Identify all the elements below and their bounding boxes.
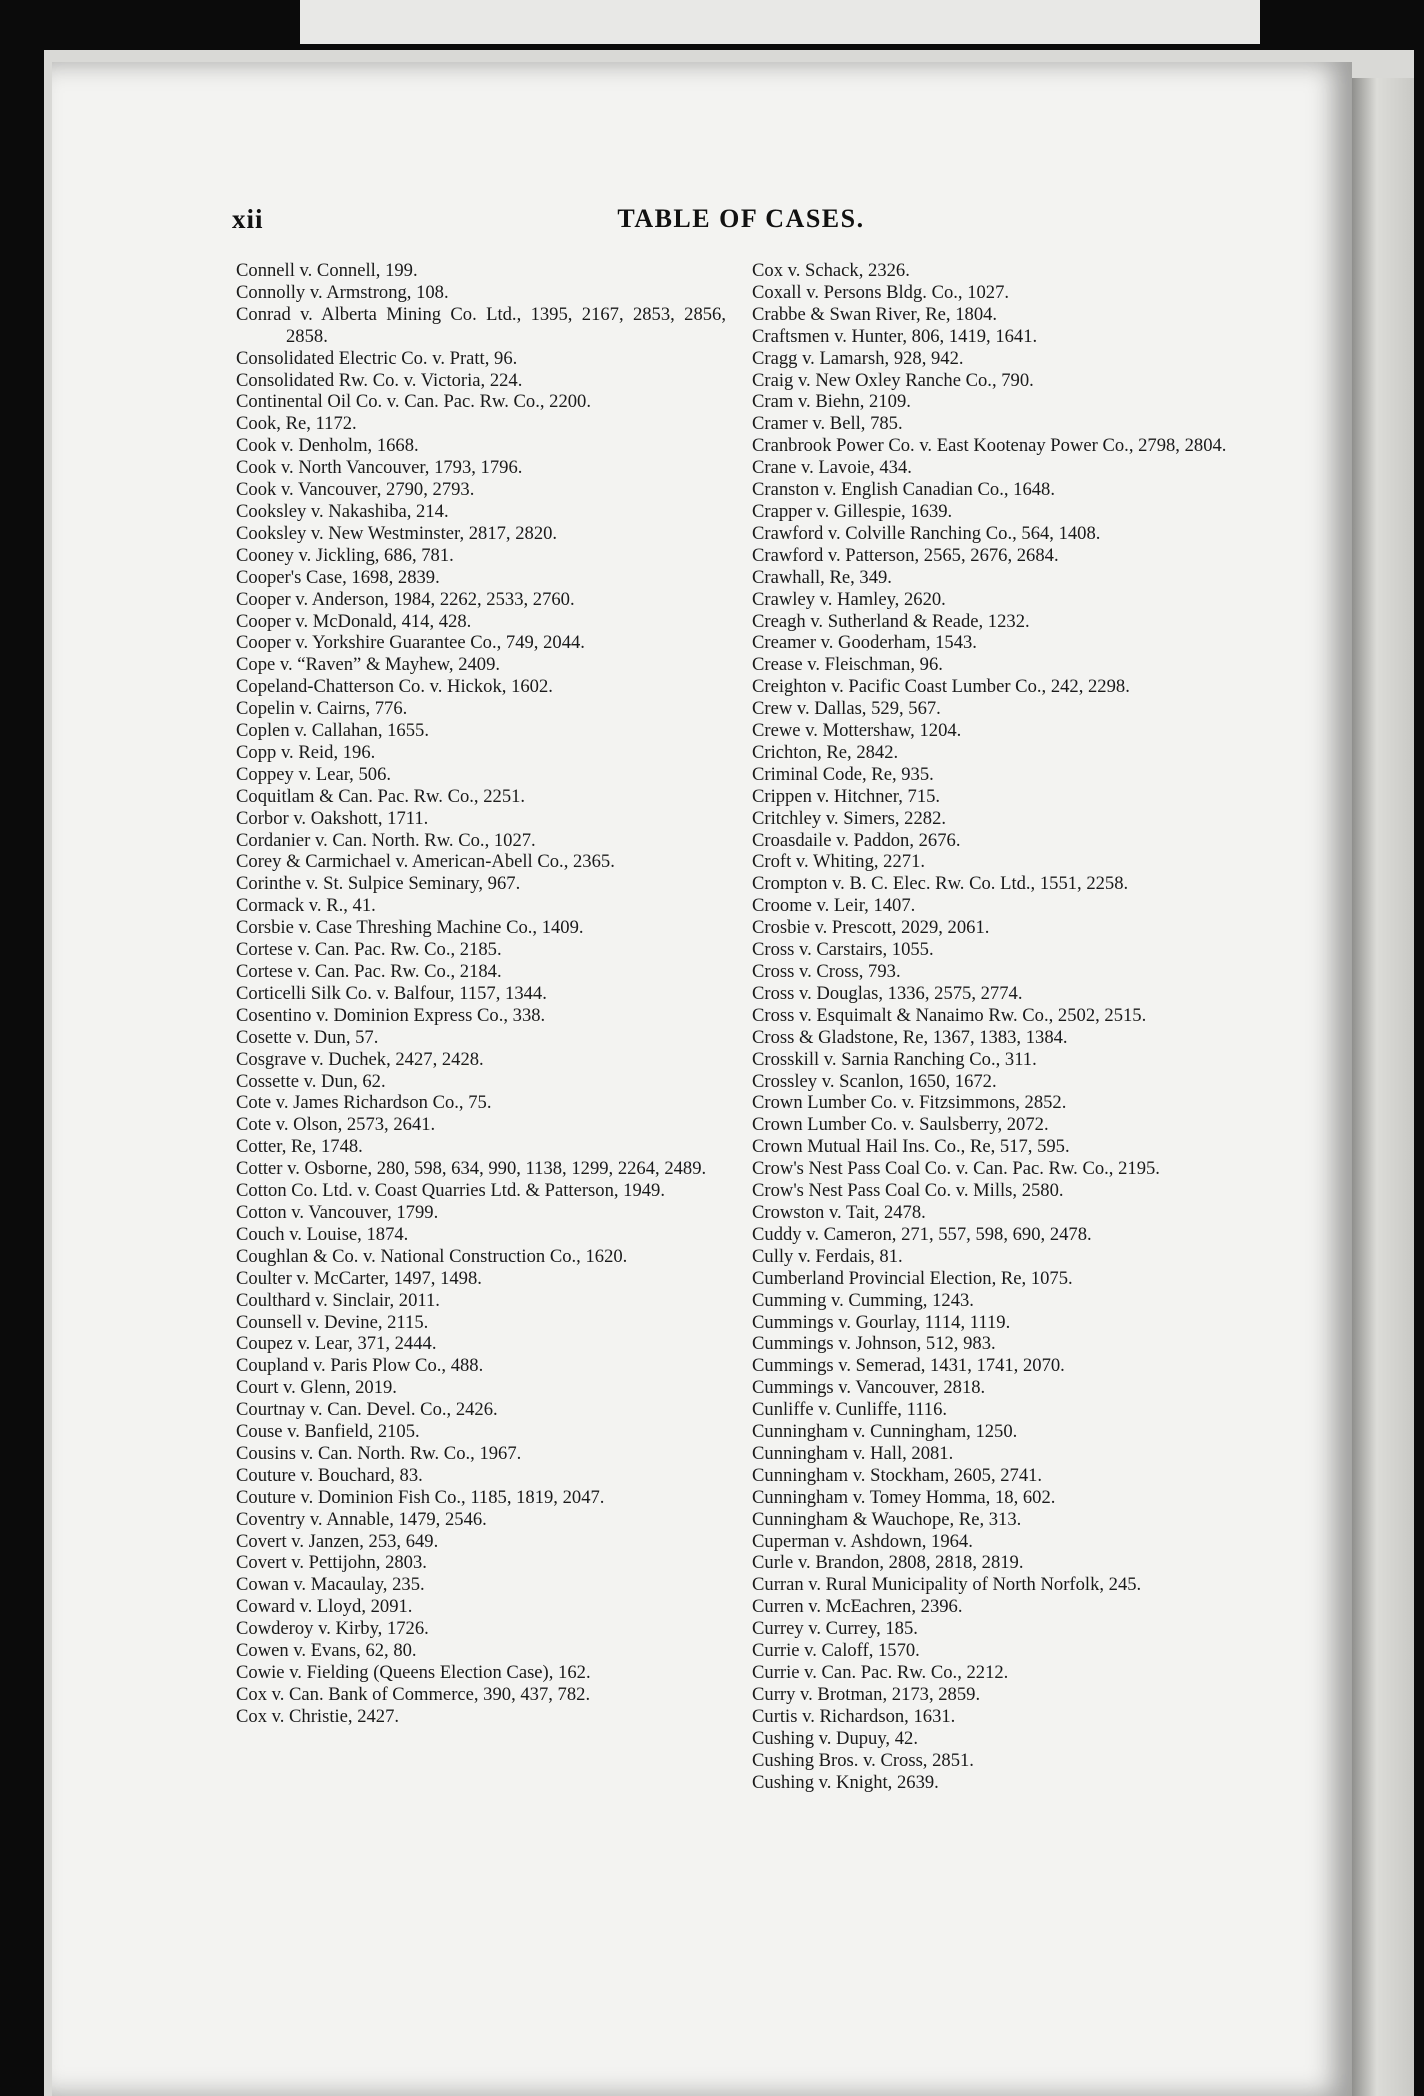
case-entry: Coventry v. Annable, 1479, 2546. [236,1508,487,1530]
case-entry: Currey v. Currey, 185. [752,1618,918,1640]
case-entry: Crane v. Lavoie, 434. [752,457,912,479]
case-entry: Connolly v. Armstrong, 108. [236,281,449,303]
case-entry: Corticelli Silk Co. v. Balfour, 1157, 1344. [236,982,547,1004]
case-entry: Consolidated Rw. Co. v. Victoria, 224. [236,369,523,391]
case-entry: Cummings v. Semerad, 1431, 1741, 2070. [752,1355,1065,1377]
case-entry: Cunningham & Wauchope, Re, 313. [752,1508,1022,1530]
case-entry: Coward v. Lloyd, 2091. [236,1596,413,1618]
case-entry: Cross v. Esquimalt & Nanaimo Rw. Co., 2502, 2515. [752,1004,1147,1026]
case-entry: Croft v. Whiting, 2271. [752,851,926,873]
case-entry: Craftsmen v. Hunter, 806, 1419, 1641. [752,325,1038,347]
case-entry: Cossette v. Dun, 62. [236,1070,386,1092]
case-entry: Continental Oil Co. v. Can. Pac. Rw. Co., 2200. [236,391,591,413]
case-entry: Cushing v. Dupuy, 42. [752,1727,918,1749]
case-entry: Cosette v. Dun, 57. [236,1026,379,1048]
case-entry: Consolidated Electric Co. v. Pratt, 96. [236,347,518,369]
case-entry: Cooper v. Yorkshire Guarantee Co., 749, 2044. [236,632,585,654]
case-entry: Crease v. Fleischman, 96. [752,654,943,676]
case-entry: Crewe v. Mottershaw, 1204. [752,720,962,742]
case-entry: Crapper v. Gillespie, 1639. [752,500,953,522]
case-entry: Cranston v. English Canadian Co., 1648. [752,479,1055,501]
case-entry: Cushing v. Knight, 2639. [752,1771,939,1793]
case-entry: Crown Lumber Co. v. Saulsberry, 2072. [752,1114,1049,1136]
case-entry: Cortese v. Can. Pac. Rw. Co., 2185. [236,939,502,961]
case-entry: Crossley v. Scanlon, 1650, 1672. [752,1070,997,1092]
case-entry: Cully v. Ferdais, 81. [752,1245,903,1267]
case-entry: Croasdaile v. Paddon, 2676. [752,829,961,851]
case-entry: Crown Mutual Hail Ins. Co., Re, 517, 595. [752,1136,1070,1158]
case-entry: Crichton, Re, 2842. [752,741,899,763]
case-entry: Cotter, Re, 1748. [236,1136,363,1158]
case-entry: Cross & Gladstone, Re, 1367, 1383, 1384. [752,1026,1068,1048]
case-entry: Critchley v. Simers, 2282. [752,807,947,829]
case-entry: Cowan v. Macaulay, 235. [236,1574,425,1596]
case-entry: Cummings v. Vancouver, 2818. [752,1377,986,1399]
case-entry: Cosgrave v. Duchek, 2427, 2428. [236,1048,484,1070]
case-entry: Cote v. Olson, 2573, 2641. [236,1114,436,1136]
case-entry: Curtis v. Richardson, 1631. [752,1705,956,1727]
case-entry: Curle v. Brandon, 2808, 2818, 2819. [752,1552,1024,1574]
case-entry: Corbor v. Oakshott, 1711. [236,807,429,829]
case-entry: Crew v. Dallas, 529, 567. [752,698,941,720]
case-entry: Crippen v. Hitchner, 715. [752,785,941,807]
case-entry: Creamer v. Gooderham, 1543. [752,632,977,654]
case-entry: Cram v. Biehn, 2109. [752,391,911,413]
left-column [236,260,726,1728]
case-entry: Cotton Co. Ltd. v. Coast Quarries Ltd. & Patterson, 1949. [236,1180,665,1202]
case-entry: Coppey v. Lear, 506. [236,763,392,785]
case-entry: Cross v. Carstairs, 1055. [752,939,934,961]
case-entry: Curren v. McEachren, 2396. [752,1596,963,1618]
page-number: xii [232,204,264,234]
page-header [232,204,1250,244]
case-entry: Cordanier v. Can. North. Rw. Co., 1027. [236,829,536,851]
case-entry: Craig v. New Oxley Ranche Co., 790. [752,369,1034,391]
case-entry: Crompton v. B. C. Elec. Rw. Co. Ltd., 1551, 2258. [752,873,1129,895]
case-entry: Cortese v. Can. Pac. Rw. Co., 2184. [236,961,502,982]
case-entry: Coulthard v. Sinclair, 2011. [236,1289,440,1311]
case-entry: Criminal Code, Re, 935. [752,763,934,785]
case-entry: Copp v. Reid, 196. [236,741,376,763]
case-entry: Cumberland Provincial Election, Re, 1075. [752,1267,1073,1289]
case-entry: Crowston v. Tait, 2478. [752,1201,926,1223]
case-entry: Couture v. Dominion Fish Co., 1185, 1819, 2047. [236,1486,605,1508]
case-entry: Cushing Bros. v. Cross, 2851. [752,1749,974,1771]
case-entry: Couse v. Banfield, 2105. [236,1421,420,1443]
case-entry: Cox v. Christie, 2427. [236,1705,400,1727]
page-edge [1352,78,1414,2096]
case-entry: Covert v. Pettijohn, 2803. [236,1552,427,1574]
case-entry: Couture v. Bouchard, 83. [236,1464,423,1486]
case-entry: Cooney v. Jickling, 686, 781. [236,544,454,566]
case-entry: Coupez v. Lear, 371, 2444. [236,1333,437,1355]
case-entry: Crosskill v. Sarnia Ranching Co., 311. [752,1048,1037,1070]
case-entry: Crow's Nest Pass Coal Co. v. Mills, 2580. [752,1180,1064,1202]
case-entry: Cranbrook Power Co. v. East Kootenay Power Co., 2798, 2804. [752,435,1227,457]
case-entry: Coulter v. McCarter, 1497, 1498. [236,1267,482,1289]
case-entry: Counsell v. Devine, 2115. [236,1311,429,1333]
case-entry: Cummings v. Gourlay, 1114, 1119. [752,1311,1011,1333]
case-entry: Cowen v. Evans, 62, 80. [236,1640,417,1662]
case-entry: Coupland v. Paris Plow Co., 488. [236,1355,484,1377]
case-entry: Cross v. Douglas, 1336, 2575, 2774. [752,982,1023,1004]
case-entry: Cope v. “Raven” & Mayhew, 2409. [236,654,501,676]
case-entry: Crow's Nest Pass Coal Co. v. Can. Pac. Rw. Co., 2195. [752,1158,1160,1180]
case-entry: Cunningham v. Hall, 2081. [752,1442,954,1464]
case-entry: Cosentino v. Dominion Express Co., 338. [236,1004,546,1026]
case-entry: Cousins v. Can. North. Rw. Co., 1967. [236,1442,522,1464]
case-entry: Cook v. Vancouver, 2790, 2793. [236,479,475,501]
case-entry: Conrad v. Alberta Mining Co. Ltd., 1395, 2167, 2853, 2856, 2858. [236,303,726,347]
case-entry: Corinthe v. St. Sulpice Seminary, 967. [236,873,521,895]
case-entry: Court v. Glenn, 2019. [236,1377,397,1399]
case-entry: Coquitlam & Can. Pac. Rw. Co., 2251. [236,785,526,807]
case-entry: Cox v. Can. Bank of Commerce, 390, 437, 782. [236,1683,591,1705]
case-entry: Copelin v. Cairns, 776. [236,698,408,720]
case-entry: Cote v. James Richardson Co., 75. [236,1092,492,1114]
case-entry: Cooper v. Anderson, 1984, 2262, 2533, 2760. [236,588,575,610]
case-entry: Cragg v. Lamarsh, 928, 942. [752,347,964,369]
case-entry: Cotter v. Osborne, 280, 598, 634, 990, 1138, 1299, 2264, 2489. [236,1158,707,1180]
case-entry: Cross v. Cross, 793. [752,961,901,982]
case-entry: Cooper v. McDonald, 414, 428. [236,610,472,632]
case-entry: Crosbie v. Prescott, 2029, 2061. [752,917,990,939]
case-entry: Curran v. Rural Municipality of North Norfolk, 245. [752,1574,1142,1596]
case-entry: Couch v. Louise, 1874. [236,1223,409,1245]
case-entry: Cook v. Denholm, 1668. [236,435,419,457]
case-entry: Crabbe & Swan River, Re, 1804. [752,303,998,325]
case-entry: Cuddy v. Cameron, 271, 557, 598, 690, 2478. [752,1223,1092,1245]
case-entry: Crawley v. Hamley, 2620. [752,588,946,610]
case-entry: Coughlan & Co. v. National Construction Co., 1620. [236,1245,628,1267]
case-entry: Cook, Re, 1172. [236,413,357,435]
case-entry: Currie v. Caloff, 1570. [752,1640,920,1662]
case-entry: Creighton v. Pacific Coast Lumber Co., 242, 2298. [752,676,1130,698]
case-entry: Cunningham v. Tomey Homma, 18, 602. [752,1486,1056,1508]
case-entry: Connell v. Connell, 199. [236,260,418,281]
case-entry: Cormack v. R., 41. [236,895,376,917]
case-entry: Cooksley v. Nakashiba, 214. [236,500,449,522]
case-entry: Coplen v. Callahan, 1655. [236,720,429,742]
case-entry: Cramer v. Bell, 785. [752,413,903,435]
page-title: TABLE OF CASES. [617,204,865,233]
case-entry: Copeland-Chatterson Co. v. Hickok, 1602. [236,676,553,698]
case-entry: Crawford v. Patterson, 2565, 2676, 2684. [752,544,1059,566]
case-entry: Cook v. North Vancouver, 1793, 1796. [236,457,523,479]
case-entry: Creagh v. Sutherland & Reade, 1232. [752,610,1030,632]
case-entry: Covert v. Janzen, 253, 649. [236,1530,439,1552]
case-entry: Currie v. Can. Pac. Rw. Co., 2212. [752,1662,1009,1683]
case-entry: Cunningham v. Stockham, 2605, 2741. [752,1464,1043,1486]
case-entry: Cox v. Schack, 2326. [752,260,910,281]
case-entry: Cowderoy v. Kirby, 1726. [236,1618,429,1640]
right-column [752,260,1242,1793]
case-entry: Crown Lumber Co. v. Fitzsimmons, 2852. [752,1092,1067,1114]
case-entry: Cooksley v. New Westminster, 2817, 2820. [236,522,558,544]
case-entry: Cumming v. Cumming, 1243. [752,1289,974,1311]
case-entry: Coxall v. Persons Bldg. Co., 1027. [752,281,1010,303]
case-entry: Corsbie v. Case Threshing Machine Co., 1409. [236,917,584,939]
case-entry: Curry v. Brotman, 2173, 2859. [752,1683,981,1705]
case-entry: Corey & Carmichael v. American-Abell Co., 2365. [236,851,615,873]
case-entry: Cotton v. Vancouver, 1799. [236,1201,439,1223]
case-entry: Cunningham v. Cunningham, 1250. [752,1421,1018,1443]
scanner-strip [300,0,1260,44]
case-entry: Crawford v. Colville Ranching Co., 564, 1408. [752,522,1101,544]
case-entry: Cowie v. Fielding (Queens Election Case), 162. [236,1662,591,1683]
case-entry: Croome v. Leir, 1407. [752,895,916,917]
case-entry: Cooper's Case, 1698, 2839. [236,566,440,588]
case-entry: Cummings v. Johnson, 512, 983. [752,1333,996,1355]
case-entry: Cuperman v. Ashdown, 1964. [752,1530,973,1552]
case-entry: Cunliffe v. Cunliffe, 1116. [752,1399,948,1421]
case-entry: Courtnay v. Can. Devel. Co., 2426. [236,1399,498,1421]
case-entry: Crawhall, Re, 349. [752,566,892,588]
